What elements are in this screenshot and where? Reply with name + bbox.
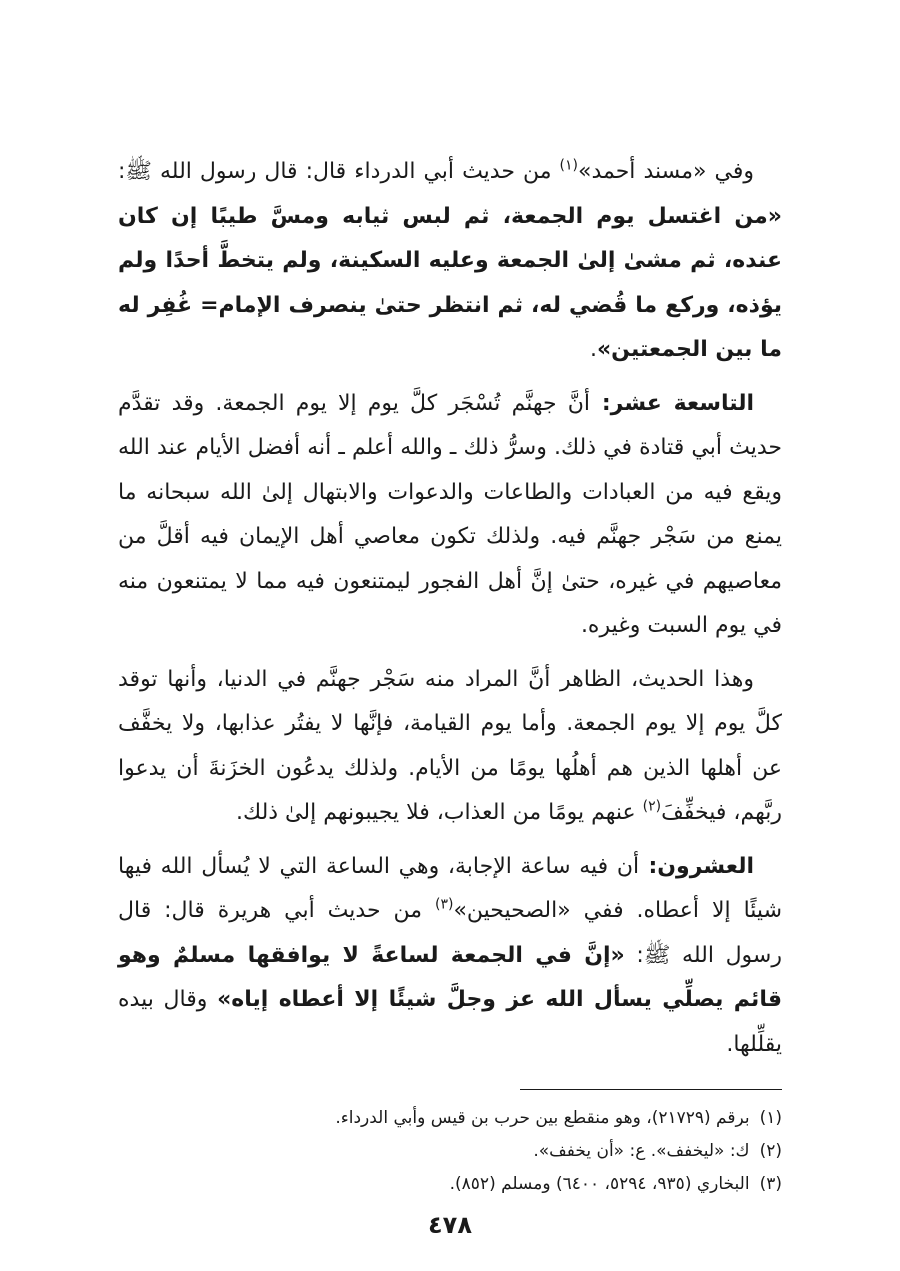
footnote-number: (٢) [759, 1141, 782, 1161]
footnote-text: ك: «ليخفف». ع: «أن يخفف». [533, 1141, 750, 1161]
text-segment: من حديث أبي هريرة قال: قال رسول الله ﷺ: [118, 898, 782, 968]
paragraph-twentieth [118, 845, 782, 1068]
paragraph-nineteenth [118, 382, 782, 649]
section-label-twentieth: العشرون: [639, 853, 754, 879]
text-segment: من حديث أبي الدرداء قال: قال رسول الله ﷺ: [118, 159, 560, 184]
text-segment: عنهم يومًا من العذاب، فلا يجيبونهم إلىٰ ذلك. [236, 800, 643, 825]
paragraph-musnad-ahmad [118, 150, 782, 373]
footnote-2 [118, 1135, 782, 1168]
text-segment: وفي «مسند أحمد» [577, 159, 754, 184]
hadith-quote: «من اغتسل يوم الجمعة، ثم لبس ثيابه ومسَّ طيبًا إن كان عنده، ثم مشىٰ إلىٰ الجمعة وعليه السكينة، ولم يتخطَّ أحدًا ولم يؤذه، وركع ما قُضي له، ثم انتظر حتىٰ ينصرف الإمام= غُفِر له ما بين الجمعتين» [118, 203, 782, 362]
text-segment: . [589, 337, 597, 362]
text-segment: أنَّ جهنَّم تُسْجَر كلَّ يوم إلا يوم الجمعة. وقد تقدَّم حديث أبي قتادة في ذلك. وسرُّ ذلك ـ والله أعلم ـ أنه أفضل الأيام عند الله ويقع فيه من العبادات والطاعات والدعوات والابتهال إلىٰ الله سبحانه ما يمنع من سَجْر جهنَّم فيه. ولذلك تكون معاصي أهل الإيمان فيه أقلَّ من معاصيهم في غيره، حتىٰ إنَّ أهل الفجور ليمتنعون فيه مما لا يمتنعون منه في يوم السبت وغيره. [118, 390, 782, 638]
footnote-number: (١) [759, 1108, 782, 1128]
footnote-number: (٣) [759, 1174, 782, 1194]
section-label-nineteenth: التاسعة عشر: [590, 390, 755, 416]
footnotes [118, 1102, 782, 1201]
footnote-text: برقم (٢١٧٢٩)، وهو منقطع بين حرب بن قيس وأبي الدرداء. [335, 1108, 750, 1128]
footnote-1 [118, 1102, 782, 1135]
hadith-quote: «إنَّ في الجمعة لساعةً لا يوافقها مسلمٌ وهو قائم يصلِّي يسأل الله عز وجلَّ شيئًا إلا أعطاه إياه» [118, 942, 782, 1012]
footnote-ref-2: (٢) [642, 798, 662, 815]
text-segment: أن فيه ساعة الإجابة، وهي الساعة التي لا يُسأل الله فيها شيئًا إلا أعطاه. ففي «الصحيحين» [118, 853, 782, 923]
footnote-3 [118, 1168, 782, 1201]
paragraph-hadith-explanation [118, 658, 782, 836]
text-segment: وهذا الحديث، الظاهر أنَّ المراد منه سَجْر جهنَّم في الدنيا، وأنها توقد كلَّ يوم إلا يوم الجمعة. وأما يوم القيامة، فإنَّها لا يفتُر عذابها، ولا يخفَّف عن أهلها الذين هم أهلُها يومًا من الأيام. ولذلك يدعُون الخزَنةَ أن يدعوا ربَّهم، فيخفِّفَ [118, 666, 782, 825]
footnote-divider [520, 1089, 782, 1090]
page-number: ٤٧٨ [428, 1211, 472, 1239]
text-segment: وقال بيده يقلِّلها. [118, 987, 782, 1057]
footnote-ref-3: (٣) [434, 896, 454, 913]
footnote-text: البخاري (٩٣٥، ٥٢٩٤، ٦٤٠٠) ومسلم (٨٥٢). [449, 1174, 750, 1194]
footnote-ref-1: (١) [559, 157, 578, 174]
